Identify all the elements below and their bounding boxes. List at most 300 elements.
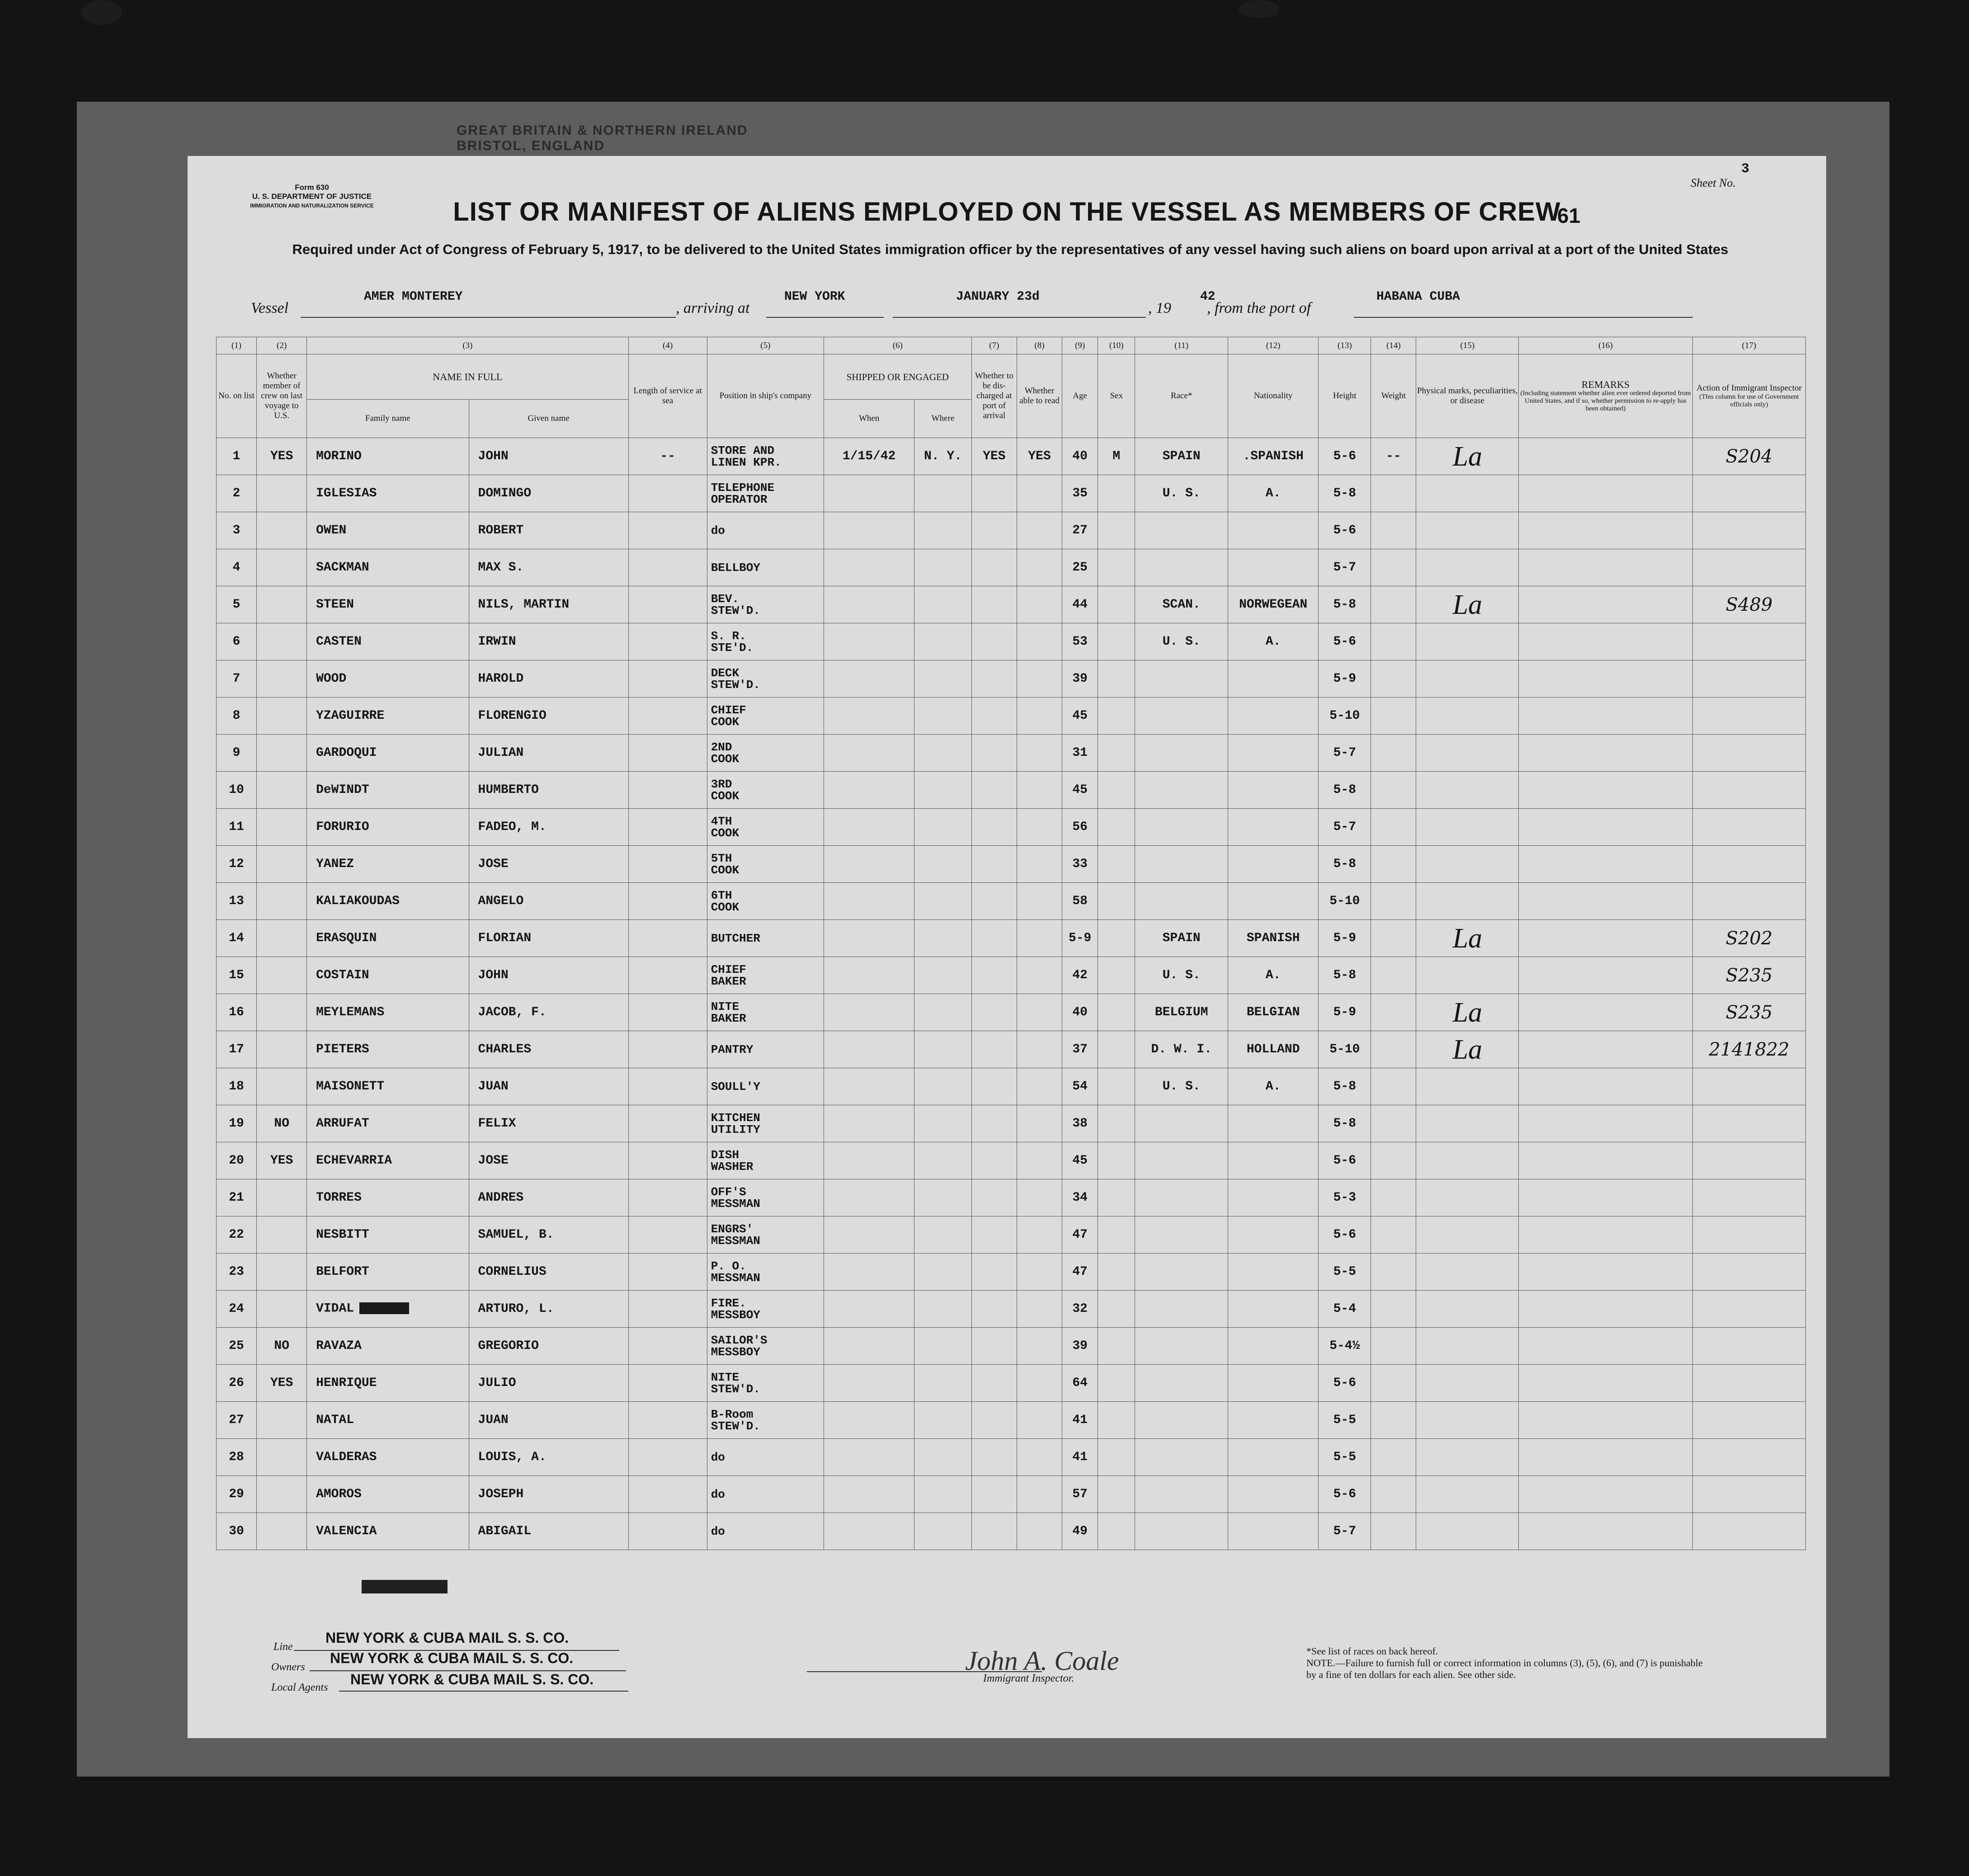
discharged-cell <box>971 809 1017 846</box>
race-cell <box>1135 1402 1228 1439</box>
shipped-where-cell <box>914 1216 972 1254</box>
age-cell: 57 <box>1062 1476 1098 1513</box>
read-cell <box>1017 735 1062 772</box>
height-cell: 5-8 <box>1319 846 1371 883</box>
weight-cell <box>1371 1476 1416 1513</box>
remarks-cell <box>1519 1328 1693 1365</box>
read-cell <box>1017 1254 1062 1291</box>
weight-cell <box>1371 512 1416 549</box>
family-name-cell: RAVAZA <box>307 1328 469 1365</box>
family-name-cell: IGLESIAS <box>307 475 469 512</box>
sex-cell <box>1098 660 1135 698</box>
corner-blot <box>1239 0 1279 18</box>
prev-crew-cell: NO <box>257 1328 307 1365</box>
age-cell: 64 <box>1062 1365 1098 1402</box>
position-cell: OFF'S MESSMAN <box>707 1179 824 1216</box>
position-cell: PANTRY <box>707 1031 824 1068</box>
family-name-cell: NATAL <box>307 1402 469 1439</box>
age-cell: 56 <box>1062 809 1098 846</box>
crew-row <box>188 957 1806 994</box>
family-name-cell: KALIAKOUDAS <box>307 883 469 920</box>
shipped-when-cell <box>824 1328 914 1365</box>
column-number: (1) <box>216 337 257 354</box>
position-cell: BEV. STEW'D. <box>707 586 824 623</box>
physical-marks-cell <box>1416 846 1519 883</box>
given-name-cell: JOSEPH <box>469 1476 628 1513</box>
height-cell: 5-6 <box>1319 1142 1371 1179</box>
shipped-where-cell <box>914 1365 972 1402</box>
given-name-cell: FLORIAN <box>469 920 628 957</box>
read-cell <box>1017 920 1062 957</box>
nationality-cell: A. <box>1228 623 1319 660</box>
nationality-cell <box>1228 698 1319 735</box>
age-cell: 37 <box>1062 1031 1098 1068</box>
remarks-title: REMARKS <box>1581 378 1630 390</box>
given-name-cell: JOHN <box>469 438 628 475</box>
owners-value: NEW YORK & CUBA MAIL S. S. CO. <box>330 1650 574 1666</box>
column-number <box>188 337 216 354</box>
physical-marks-cell: La <box>1416 920 1519 957</box>
shipped-when-cell <box>824 1216 914 1254</box>
given-name-cell: NILS, MARTIN <box>469 586 628 623</box>
sex-cell <box>1098 846 1135 883</box>
discharged-cell <box>971 1513 1017 1550</box>
column-number: (3) <box>307 337 629 354</box>
read-cell <box>1017 623 1062 660</box>
row-number: 1 <box>216 438 257 475</box>
weight-cell <box>1371 1328 1416 1365</box>
weight-cell <box>1371 735 1416 772</box>
nationality-cell <box>1228 809 1319 846</box>
crew-row <box>188 586 1806 623</box>
nationality-cell <box>1228 660 1319 698</box>
remarks-cell <box>1519 1254 1693 1291</box>
margin-cell <box>188 1513 216 1550</box>
length-cell <box>628 1328 707 1365</box>
position-cell: DECK STEW'D. <box>707 660 824 698</box>
shipped-where-cell <box>914 735 972 772</box>
shipped-where-cell <box>914 475 972 512</box>
column-number: (9) <box>1062 337 1098 354</box>
height-cell: 5-10 <box>1319 1031 1371 1068</box>
margin-cell <box>188 438 216 475</box>
arriving-underline <box>766 317 884 318</box>
inspector-action-cell <box>1692 512 1805 549</box>
weight-cell <box>1371 1439 1416 1476</box>
margin-cell <box>188 698 216 735</box>
weight-cell <box>1371 1254 1416 1291</box>
discharged-cell <box>971 883 1017 920</box>
physical-marks-cell <box>1416 512 1519 549</box>
margin-cell <box>188 549 216 586</box>
physical-marks-cell <box>1416 1439 1519 1476</box>
height-cell: 5-7 <box>1319 549 1371 586</box>
given-name-cell: JUAN <box>469 1402 628 1439</box>
shipped-where-cell <box>914 1439 972 1476</box>
signature-underline <box>807 1671 1042 1672</box>
age-cell: 41 <box>1062 1439 1098 1476</box>
height-cell: 5-8 <box>1319 475 1371 512</box>
length-cell <box>628 883 707 920</box>
given-name-cell: LOUIS, A. <box>469 1439 628 1476</box>
nationality-cell <box>1228 1513 1319 1550</box>
height-cell: 5-8 <box>1319 772 1371 809</box>
length-cell <box>628 1291 707 1328</box>
remarks-cell <box>1519 883 1693 920</box>
given-name-cell: ABIGAIL <box>469 1513 628 1550</box>
weight-cell <box>1371 920 1416 957</box>
family-name-cell: BELFORT <box>307 1254 469 1291</box>
sex-cell <box>1098 920 1135 957</box>
given-name-cell: JULIO <box>469 1365 628 1402</box>
position-cell: BELLBOY <box>707 549 824 586</box>
nationality-cell <box>1228 846 1319 883</box>
physical-marks-cell <box>1416 549 1519 586</box>
position-cell: BUTCHER <box>707 920 824 957</box>
nationality-cell <box>1228 1254 1319 1291</box>
inspector-action-cell <box>1692 1365 1805 1402</box>
weight-cell <box>1371 1216 1416 1254</box>
discharged-cell <box>971 549 1017 586</box>
crew-row <box>188 1031 1806 1068</box>
height-cell: 5-9 <box>1319 920 1371 957</box>
row-number: 19 <box>216 1105 257 1142</box>
given-name-cell: ROBERT <box>469 512 628 549</box>
read-cell <box>1017 1105 1062 1142</box>
discharged-cell <box>971 1254 1017 1291</box>
weight-cell <box>1371 475 1416 512</box>
column-number: (6) <box>824 337 972 354</box>
crew-table-body <box>188 438 1806 1550</box>
agents-value: NEW YORK & CUBA MAIL S. S. CO. <box>350 1671 594 1687</box>
arrival-year: 42 <box>1200 290 1215 304</box>
crew-row <box>188 846 1806 883</box>
height-cell: 5-8 <box>1319 586 1371 623</box>
prev-crew-cell: YES <box>257 1365 307 1402</box>
length-cell <box>628 1402 707 1439</box>
margin-cell <box>188 475 216 512</box>
remarks-cell <box>1519 512 1693 549</box>
read-cell <box>1017 1031 1062 1068</box>
family-name-cell: COSTAIN <box>307 957 469 994</box>
age-cell: 45 <box>1062 698 1098 735</box>
race-cell: D. W. I. <box>1135 1031 1228 1068</box>
position-cell: do <box>707 1513 824 1550</box>
margin-cell <box>188 1105 216 1142</box>
shipped-when-cell <box>824 1439 914 1476</box>
family-name-cell: HENRIQUE <box>307 1365 469 1402</box>
agents-label: Local Agents <box>271 1682 328 1693</box>
inspector-action-cell: S204 <box>1692 438 1805 475</box>
age-cell: 58 <box>1062 883 1098 920</box>
physical-marks-cell: La <box>1416 994 1519 1031</box>
inspector-action-cell <box>1692 1476 1805 1513</box>
prev-crew-cell <box>257 1476 307 1513</box>
read-cell: YES <box>1017 438 1062 475</box>
length-cell <box>628 698 707 735</box>
nationality-cell: A. <box>1228 1068 1319 1105</box>
position-cell: B-Room STEW'D. <box>707 1402 824 1439</box>
crew-row <box>188 1179 1806 1216</box>
given-name-cell: ANGELO <box>469 883 628 920</box>
shipped-when-cell <box>824 698 914 735</box>
age-cell: 47 <box>1062 1216 1098 1254</box>
shipped-when-cell <box>824 1291 914 1328</box>
age-cell: 53 <box>1062 623 1098 660</box>
discharged-cell <box>971 660 1017 698</box>
header-family: Family name <box>307 400 469 438</box>
discharged-cell <box>971 1068 1017 1105</box>
margin-cell <box>188 1068 216 1105</box>
height-cell: 5-7 <box>1319 809 1371 846</box>
height-cell: 5-8 <box>1319 1068 1371 1105</box>
inspector-action-cell <box>1692 1439 1805 1476</box>
year-prefix: , 19 <box>1148 300 1171 316</box>
page-subtitle: Required under Act of Congress of February 5, 1917, to be delivered to the United States immigration officer by the representatives of any vessel having such aliens on board upon arrival at a port of the United States <box>292 241 1729 257</box>
remarks-cell <box>1519 1365 1693 1402</box>
shipped-where-cell <box>914 549 972 586</box>
shipped-when-cell <box>824 957 914 994</box>
age-cell: 44 <box>1062 586 1098 623</box>
race-cell: BELGIUM <box>1135 994 1228 1031</box>
sex-cell <box>1098 883 1135 920</box>
given-name-cell: GREGORIO <box>469 1328 628 1365</box>
height-cell: 5-5 <box>1319 1254 1371 1291</box>
shipped-where-cell <box>914 1402 972 1439</box>
column-number: (13) <box>1319 337 1371 354</box>
weight-cell <box>1371 586 1416 623</box>
remarks-cell <box>1519 549 1693 586</box>
position-cell: 6TH COOK <box>707 883 824 920</box>
position-cell: 2ND COOK <box>707 735 824 772</box>
shipped-when-cell <box>824 1254 914 1291</box>
weight-cell <box>1371 1365 1416 1402</box>
age-cell: 27 <box>1062 512 1098 549</box>
shipped-when-cell <box>824 586 914 623</box>
age-cell: 31 <box>1062 735 1098 772</box>
inspector-action-cell <box>1692 1142 1805 1179</box>
age-cell: 5-9 <box>1062 920 1098 957</box>
header-race: Race* <box>1135 354 1228 438</box>
discharged-cell <box>971 846 1017 883</box>
sex-cell <box>1098 1513 1135 1550</box>
from-port-underline <box>1354 317 1693 318</box>
header-no: No. on list <box>216 354 257 438</box>
nationality-cell <box>1228 1105 1319 1142</box>
family-name-cell: MORINO <box>307 438 469 475</box>
shipped-when-cell <box>824 1476 914 1513</box>
crew-row <box>188 1402 1806 1439</box>
family-name-cell: MEYLEMANS <box>307 994 469 1031</box>
inspector-action-cell: S202 <box>1692 920 1805 957</box>
sex-cell <box>1098 1254 1135 1291</box>
header-action <box>1692 354 1805 438</box>
length-cell <box>628 623 707 660</box>
physical-marks-cell <box>1416 660 1519 698</box>
race-cell <box>1135 698 1228 735</box>
nationality-cell <box>1228 549 1319 586</box>
shipped-where-cell <box>914 660 972 698</box>
row-number: 14 <box>216 920 257 957</box>
shipped-when-cell <box>824 846 914 883</box>
shipped-where-cell <box>914 846 972 883</box>
race-cell <box>1135 660 1228 698</box>
age-cell: 45 <box>1062 1142 1098 1179</box>
header-where: Where <box>914 400 972 438</box>
discharged-cell: YES <box>971 438 1017 475</box>
prev-crew-cell: NO <box>257 1105 307 1142</box>
family-name-cell: VALENCIA <box>307 1513 469 1550</box>
inspector-action-cell: S489 <box>1692 586 1805 623</box>
read-cell <box>1017 475 1062 512</box>
crew-row <box>188 1105 1806 1142</box>
sex-cell <box>1098 994 1135 1031</box>
header-weight: Weight <box>1371 354 1416 438</box>
race-cell: U. S. <box>1135 957 1228 994</box>
given-name-cell: MAX S. <box>469 549 628 586</box>
read-cell <box>1017 698 1062 735</box>
height-cell: 5-8 <box>1319 957 1371 994</box>
nationality-cell <box>1228 1365 1319 1402</box>
vessel-label: Vessel <box>251 300 289 316</box>
crew-row <box>188 623 1806 660</box>
discharged-cell <box>971 586 1017 623</box>
prev-crew-cell <box>257 1402 307 1439</box>
physical-marks-cell <box>1416 1328 1519 1365</box>
given-name-cell: JOHN <box>469 957 628 994</box>
shipped-when-cell <box>824 920 914 957</box>
remarks-cell <box>1519 1142 1693 1179</box>
crew-row <box>188 735 1806 772</box>
remarks-cell <box>1519 475 1693 512</box>
physical-marks-cell <box>1416 1142 1519 1179</box>
header-nationality: Nationality <box>1228 354 1319 438</box>
age-cell: 38 <box>1062 1105 1098 1142</box>
shipped-when-cell <box>824 549 914 586</box>
shipped-where-cell <box>914 1031 972 1068</box>
prev-crew-cell <box>257 1254 307 1291</box>
physical-marks-cell: La <box>1416 586 1519 623</box>
read-cell <box>1017 883 1062 920</box>
prev-crew-cell <box>257 623 307 660</box>
shipped-where-cell <box>914 994 972 1031</box>
row-number: 4 <box>216 549 257 586</box>
redaction-bar <box>362 1580 448 1593</box>
row-number: 20 <box>216 1142 257 1179</box>
margin-cell <box>188 1142 216 1179</box>
column-number: (7) <box>971 337 1017 354</box>
read-cell <box>1017 660 1062 698</box>
nationality-cell <box>1228 1142 1319 1179</box>
inspector-action-cell <box>1692 772 1805 809</box>
weight-cell <box>1371 772 1416 809</box>
position-cell: FIRE. MESSBOY <box>707 1291 824 1328</box>
page-title: LIST OR MANIFEST OF ALIENS EMPLOYED ON THE VESSEL AS MEMBERS OF CREW <box>453 197 1561 226</box>
shipped-where-cell: N. Y. <box>914 438 972 475</box>
position-cell: ENGRS' MESSMAN <box>707 1216 824 1254</box>
discharged-cell <box>971 1031 1017 1068</box>
column-number: (10) <box>1098 337 1135 354</box>
prev-crew-cell <box>257 549 307 586</box>
sheet-number-label: Sheet No. <box>1691 176 1736 189</box>
remarks-cell <box>1519 623 1693 660</box>
discharged-cell <box>971 957 1017 994</box>
length-cell <box>628 846 707 883</box>
prev-crew-cell <box>257 809 307 846</box>
column-number: (12) <box>1228 337 1319 354</box>
discharged-cell <box>971 1365 1017 1402</box>
inspector-action-cell <box>1692 623 1805 660</box>
discharged-cell <box>971 920 1017 957</box>
given-name-cell: CORNELIUS <box>469 1254 628 1291</box>
row-number: 18 <box>216 1068 257 1105</box>
remarks-cell <box>1519 1402 1693 1439</box>
remarks-cell <box>1519 698 1693 735</box>
height-cell: 5-6 <box>1319 1476 1371 1513</box>
shipped-where-cell <box>914 809 972 846</box>
length-cell <box>628 475 707 512</box>
length-cell <box>628 809 707 846</box>
length-cell <box>628 1513 707 1550</box>
margin-cell <box>188 809 216 846</box>
height-cell: 5-5 <box>1319 1439 1371 1476</box>
header-discharged: Whether to be dis-charged at port of arrival <box>971 354 1017 438</box>
crew-row <box>188 1513 1806 1550</box>
prev-crew-cell <box>257 772 307 809</box>
position-cell: 4TH COOK <box>707 809 824 846</box>
read-cell <box>1017 1216 1062 1254</box>
nationality-cell <box>1228 1291 1319 1328</box>
position-cell: SOULL'Y <box>707 1068 824 1105</box>
age-cell: 49 <box>1062 1513 1098 1550</box>
remarks-cell <box>1519 920 1693 957</box>
column-number: (11) <box>1135 337 1228 354</box>
age-cell: 32 <box>1062 1291 1098 1328</box>
sex-cell <box>1098 1179 1135 1216</box>
margin-cell <box>188 772 216 809</box>
discharged-cell <box>971 994 1017 1031</box>
shipped-where-cell <box>914 1105 972 1142</box>
column-number: (5) <box>707 337 824 354</box>
position-cell: do <box>707 1439 824 1476</box>
row-number: 7 <box>216 660 257 698</box>
sex-cell <box>1098 1031 1135 1068</box>
remarks-cell <box>1519 1291 1693 1328</box>
nationality-cell <box>1228 1179 1319 1216</box>
penalty-note: NOTE.—Failure to furnish full or correct information in columns (3), (5), (6), and (7) is punishable by a fine of ten dollars for each alien. See other side. <box>1306 1657 1703 1680</box>
margin-cell <box>188 1402 216 1439</box>
read-cell <box>1017 1068 1062 1105</box>
crew-row <box>188 920 1806 957</box>
age-cell: 54 <box>1062 1068 1098 1105</box>
race-cell <box>1135 1254 1228 1291</box>
family-name-cell: ARRUFAT <box>307 1105 469 1142</box>
length-cell <box>628 735 707 772</box>
race-cell: SPAIN <box>1135 438 1228 475</box>
race-cell <box>1135 1179 1228 1216</box>
read-cell <box>1017 1402 1062 1439</box>
length-cell <box>628 1068 707 1105</box>
discharged-cell <box>971 735 1017 772</box>
shipped-when-cell <box>824 1142 914 1179</box>
length-cell <box>628 994 707 1031</box>
shipped-where-cell <box>914 957 972 994</box>
length-cell <box>628 1031 707 1068</box>
nationality-cell: BELGIAN <box>1228 994 1319 1031</box>
prev-crew-cell <box>257 475 307 512</box>
given-name-cell: ARTURO, L. <box>469 1291 628 1328</box>
inspector-action-cell: S235 <box>1692 994 1805 1031</box>
